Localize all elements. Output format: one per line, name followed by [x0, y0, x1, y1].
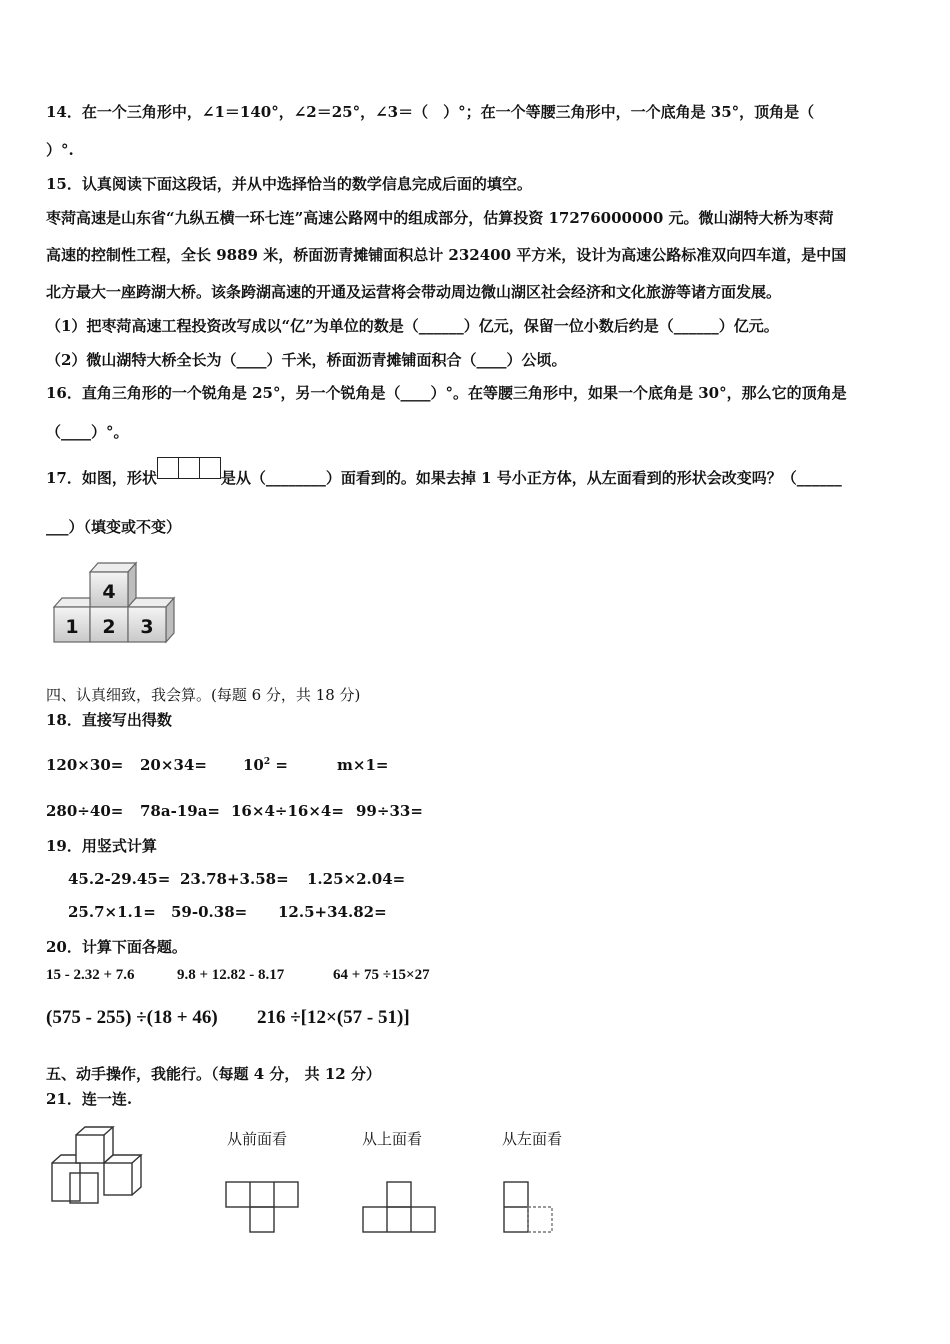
cube-label-3: 3 [140, 616, 154, 638]
q18-item-6: 78a-19a= [140, 802, 220, 820]
q18-item-7: 16×4÷16×4= [231, 802, 344, 820]
q19-item-3: 1.25×2.04= [307, 870, 406, 888]
q21-solid-figure [48, 1125, 152, 1209]
q18-item-8: 99÷33= [356, 802, 423, 820]
q18-item-1: 120×30= [46, 756, 124, 774]
q14-line2: ）°. [46, 141, 74, 159]
q19-item-2: 23.78+3.58= [180, 870, 289, 888]
q15-sub2: （2）微山湖特大桥全长为（____）千米，桥面沥青摊铺面积合（____）公顷。 [46, 351, 567, 369]
section4-title: 四、认真细致，我会算。(每题 6 分，共 18 分) [46, 686, 361, 704]
cube-label-2: 2 [102, 616, 116, 638]
q21-label-front: 从前面看 [227, 1130, 288, 1148]
q18-item-2: 20×34= [140, 756, 207, 774]
q15-para2: 高速的控制性工程，全长 9889 米，桥面沥青摊铺面积总计 232400 平方米，设计为高速公路标准双向四车道，是中国 [46, 246, 847, 264]
q19-item-6: 12.5+34.82= [278, 903, 387, 921]
q15-para1: 枣菏高速是山东省“九纵五横一环七连”高速公路网中的组成部分，估算投资 17276000000 元。微山湖特大桥为枣菏 [46, 209, 834, 227]
q18-title: 18．直接写出得数 [46, 711, 172, 729]
q21-view-top[interactable] [362, 1180, 438, 1234]
q18-item-5: 280÷40= [46, 802, 124, 820]
three-squares-figure [157, 457, 221, 479]
q21-label-top: 从上面看 [362, 1130, 423, 1148]
q20-title: 20．计算下面各题。 [46, 938, 187, 956]
q18-item-4: m×1= [337, 756, 389, 774]
q18-pow-exp: 2 [263, 757, 271, 767]
q18-pow-base: 10 [243, 756, 264, 774]
q15-para3: 北方最大一座跨湖大桥。该条跨湖高速的开通及运营将会带动周边微山湖区社会经济和文化旅游等诸方面发展。 [46, 283, 782, 301]
section5-title: 五、动手操作，我能行。（每题 4 分， 共 12 分） [46, 1065, 381, 1083]
q20-expr-3: 64 + 75 ÷15×27 [333, 967, 430, 983]
q17-after: 是从（________）面看到的。如果去掉 1 号小正方体，从左面看到的形状会改变吗？（______ [220, 469, 842, 487]
q19-item-4: 25.7×1.1= [68, 903, 156, 921]
q17-line2: ___）（填变或不变） [46, 518, 182, 536]
q16-line2: （____）°。 [46, 423, 129, 441]
q21-view-left[interactable] [502, 1180, 556, 1234]
cube-label-1: 1 [65, 616, 79, 638]
q15-title: 15．认真阅读下面这段话，并从中选择恰当的数学信息完成后面的填空。 [46, 175, 532, 193]
q20-expr-2: 9.8 + 12.82 - 8.17 [177, 967, 285, 983]
q16-line1: 16．直角三角形的一个锐角是 25°，另一个锐角是（____）°。在等腰三角形中，如果一个底角是 30°，那么它的顶角是 [46, 384, 847, 402]
cube-label-4: 4 [102, 581, 116, 603]
q18-item-3 [243, 756, 288, 774]
q21-title: 21．连一连. [46, 1090, 133, 1108]
q19-item-5: 59-0.38= [171, 903, 248, 921]
q21-label-left: 从左面看 [502, 1130, 563, 1148]
q17-cube-figure [52, 560, 176, 646]
q19-title: 19．用竖式计算 [46, 837, 157, 855]
q17-line1 [46, 467, 842, 489]
q17-before: 17．如图，形状 [46, 469, 157, 487]
q15-sub1: （1）把枣菏高速工程投资改写成以“亿”为单位的数是（______）亿元，保留一位小数后约是（______）亿元。 [46, 317, 779, 335]
q18-pow-eq: = [275, 756, 288, 774]
q14-line1: 14．在一个三角形中，∠1＝140°，∠2＝25°，∠3＝（ ）°；在一个等腰三角形中，一个底角是 35°，顶角是（ [46, 103, 815, 121]
q20-expr-1: 15 - 2.32 + 7.6 [46, 967, 135, 983]
q19-item-1: 45.2-29.45= [68, 870, 171, 888]
q20-expr-4: (575 - 255) ÷(18 + 46) [46, 1007, 218, 1028]
q21-view-front[interactable] [225, 1180, 301, 1234]
q20-expr-5: 216 ÷[12×(57 - 51)] [257, 1007, 410, 1028]
